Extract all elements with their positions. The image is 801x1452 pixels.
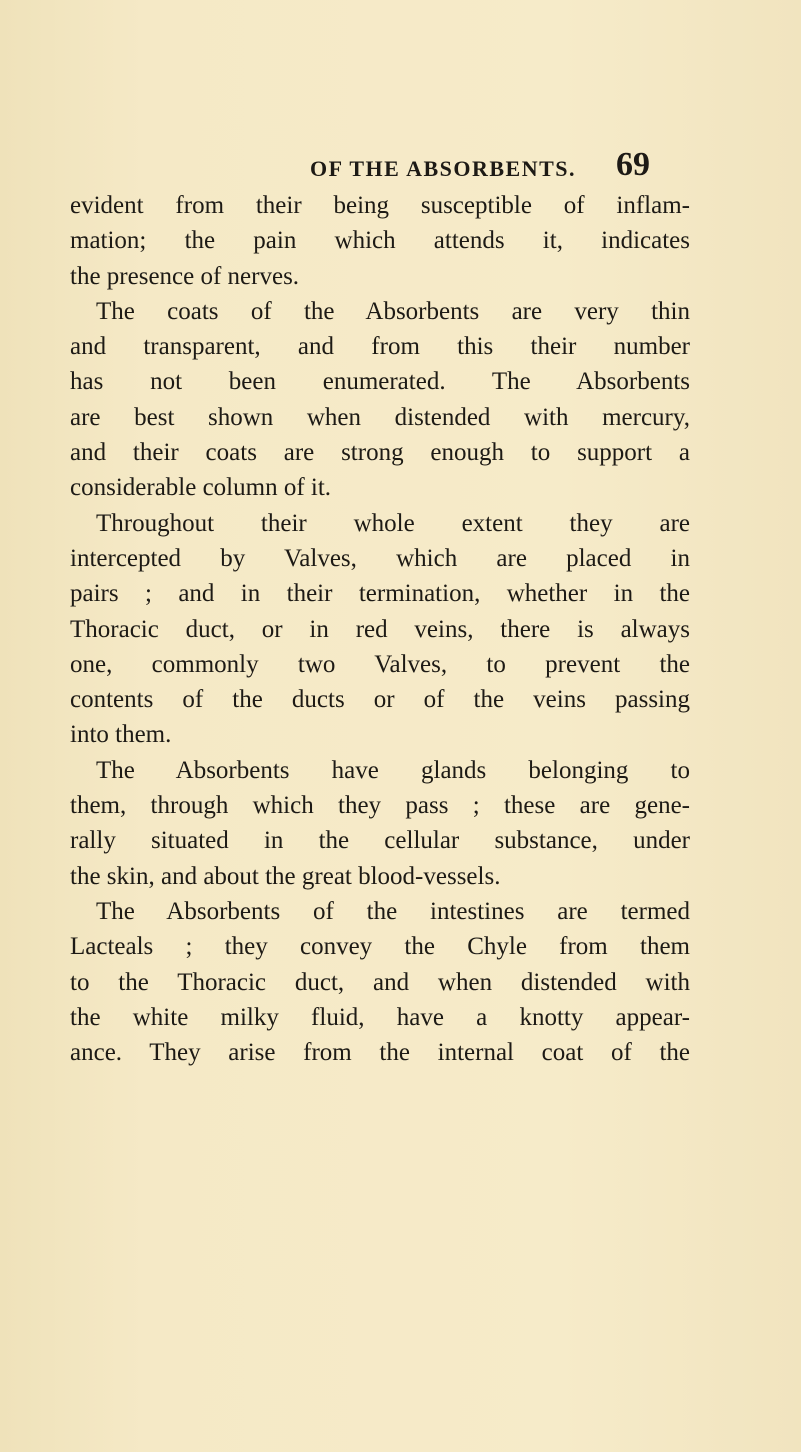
- text-line: considerable column of it.: [70, 474, 332, 502]
- text-line: are best shown when distended with mercury,: [70, 403, 690, 431]
- text-line: Lacteals ; they convey the Chyle from them: [70, 933, 690, 961]
- text-line: The Absorbents of the intestines are termed: [96, 897, 690, 925]
- text-line: rally situated in the cellular substance, under: [70, 827, 690, 855]
- text-line: and transparent, and from this their number: [70, 333, 690, 361]
- text-line: contents of the ducts or of the veins passing: [70, 686, 690, 714]
- text-line: ance. They arise from the internal coat of the: [70, 1039, 690, 1067]
- text-line: the white milky fluid, have a knotty appear-: [70, 1003, 690, 1031]
- text-line: into them.: [70, 721, 172, 749]
- text-line: to the Thoracic duct, and when distended with: [70, 968, 690, 996]
- running-head: OF THE ABSORBENTS.: [310, 156, 577, 181]
- body-text: [70, 188, 690, 1070]
- text-line: The coats of the Absorbents are very thin: [96, 297, 690, 325]
- text-line: mation; the pain which attends it, indicates: [70, 227, 690, 255]
- text-line: Throughout their whole extent they are: [96, 509, 690, 537]
- text-line: the presence of nerves.: [70, 262, 300, 290]
- text-line: and their coats are strong enough to support a: [70, 439, 690, 467]
- text-line: them, through which they pass ; these are gene-: [70, 792, 690, 820]
- text-line: one, commonly two Valves, to prevent the: [70, 650, 690, 678]
- text-line: the skin, and about the great blood-vessels.: [70, 862, 501, 890]
- text-line: The Absorbents have glands belonging to: [96, 756, 690, 784]
- page-header: [0, 147, 801, 187]
- text-line: Thoracic duct, or in red veins, there is always: [70, 615, 690, 643]
- text-line: has not been enumerated. The Absorbents: [70, 368, 690, 396]
- text-line: intercepted by Valves, which are placed in: [70, 544, 690, 572]
- text-line: pairs ; and in their termination, whether in the: [70, 580, 690, 608]
- text-line: evident from their being susceptible of inflam-: [70, 192, 690, 219]
- page-number: 69: [616, 146, 650, 183]
